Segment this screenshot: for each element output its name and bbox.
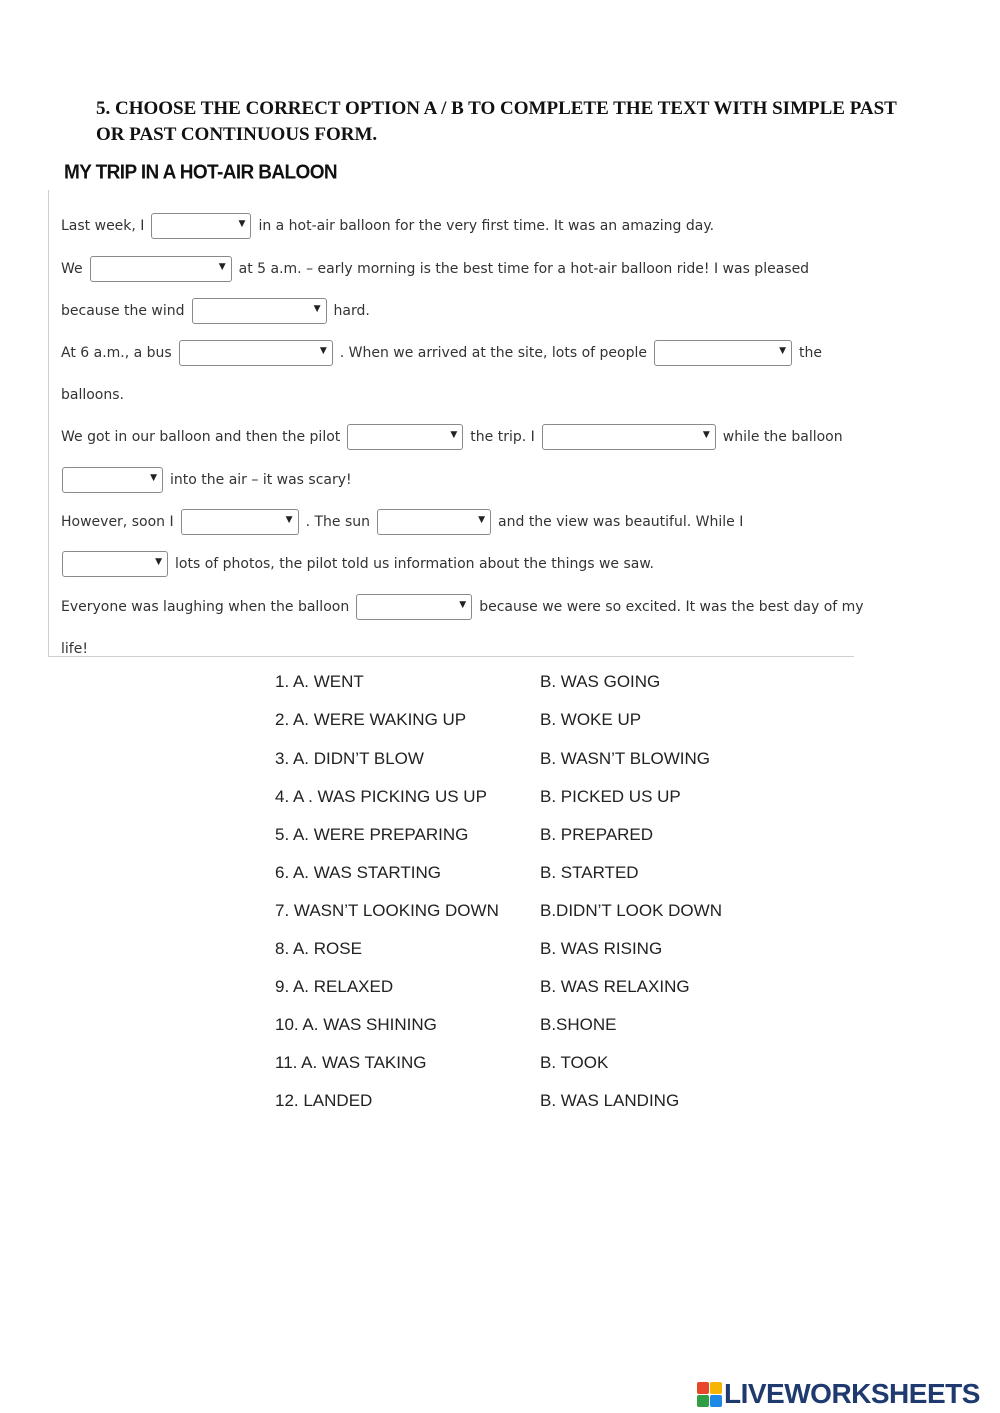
- story-text: and the view was beautiful. While I: [498, 514, 744, 530]
- story-text: However, soon I: [61, 514, 174, 530]
- option-a-1: 1. A. WENT: [275, 672, 364, 691]
- story-text: because the wind: [61, 303, 185, 319]
- story-line-4: [61, 338, 822, 368]
- story-text: the trip. I: [470, 429, 535, 445]
- story-text: in a hot-air balloon for the very first time. It was an amazing day.: [258, 218, 715, 234]
- story-text: the: [799, 345, 822, 361]
- option-b-1: B. WAS GOING: [540, 672, 661, 691]
- option-a-5: 5. A. WERE PREPARING: [275, 825, 469, 844]
- story-line-8: [61, 507, 743, 537]
- option-a-11: 11. A. WAS TAKING: [275, 1053, 427, 1072]
- option-b-10: B.SHONE: [540, 1015, 617, 1034]
- answer-dropdown-4[interactable]: [179, 340, 333, 366]
- option-b-3: B. WASN’T BLOWING: [540, 749, 711, 768]
- story-text: hard.: [333, 303, 370, 319]
- story-text: into the air – it was scary!: [170, 472, 352, 488]
- dropdown-arrow-icon: ▼: [459, 600, 467, 610]
- option-b-5: B. PREPARED: [540, 825, 654, 844]
- dropdown-arrow-icon: ▼: [150, 473, 157, 483]
- exercise-instruction: 5. CHOOSE THE CORRECT OPTION A / B TO COMPLETE THE TEXT WITH SIMPLE PAST OR PAST CONTINUOUS FORM.: [96, 98, 897, 145]
- option-a-7: 7. WASN’T LOOKING DOWN: [275, 901, 499, 920]
- story-text: . When we arrived at the site, lots of people: [339, 345, 647, 361]
- dropdown-arrow-icon: ▼: [238, 219, 246, 229]
- answer-dropdown-6[interactable]: [347, 424, 463, 450]
- option-a-9: 9. A. RELAXED: [275, 977, 394, 996]
- option-a-12: 12. LANDED: [275, 1091, 373, 1110]
- answer-dropdown-5[interactable]: [654, 340, 792, 366]
- story-text: while the balloon: [722, 429, 843, 445]
- story-line-1: [61, 211, 714, 241]
- story-line-3: [61, 296, 370, 326]
- logo-square: [697, 1395, 709, 1407]
- dropdown-arrow-icon: ▼: [478, 515, 486, 525]
- story-text: We: [61, 261, 83, 277]
- answer-dropdown-3[interactable]: [192, 298, 327, 324]
- answer-dropdown-12[interactable]: [356, 594, 472, 620]
- option-a-6: 6. A. WAS STARTING: [275, 863, 441, 882]
- option-a-10: 10. A. WAS SHINING: [275, 1015, 437, 1034]
- story-line-7: [55, 465, 352, 495]
- story-text: lots of photos, the pilot told us information about the things we saw.: [175, 556, 654, 572]
- story-line-10: [61, 592, 864, 622]
- option-b-9: B. WAS RELAXING: [540, 977, 690, 996]
- dropdown-arrow-icon: ▼: [319, 346, 327, 356]
- option-a-3: 3. A. DIDN’T BLOW: [275, 749, 424, 768]
- answer-dropdown-7[interactable]: [542, 424, 716, 450]
- logo-icon: [697, 1382, 722, 1407]
- option-b-11: B. TOOK: [540, 1053, 609, 1072]
- story-line-11: [61, 634, 88, 664]
- logo-square: [710, 1382, 722, 1394]
- answer-dropdown-10[interactable]: [377, 509, 491, 535]
- story-text: We got in our balloon and then the pilot: [61, 429, 341, 445]
- option-b-8: B. WAS RISING: [540, 939, 663, 958]
- story-line-5: [61, 380, 124, 410]
- story-line-9: [55, 549, 654, 579]
- option-a-8: 8. A. ROSE: [275, 939, 362, 958]
- story-line-6: [61, 422, 843, 452]
- story-line-2: [61, 254, 809, 284]
- logo-text: LIVEWORKSHEETS: [724, 1378, 980, 1409]
- answer-dropdown-2[interactable]: [90, 256, 232, 282]
- story-text: Last week, I: [61, 218, 145, 234]
- liveworksheets-logo[interactable]: [697, 1378, 980, 1410]
- dropdown-arrow-icon: ▼: [313, 304, 321, 314]
- answer-dropdown-11[interactable]: [62, 551, 168, 577]
- option-b-7: B.DIDN’T LOOK DOWN: [540, 901, 722, 920]
- logo-square: [710, 1395, 722, 1407]
- story-text: because we were so excited. It was the best day of my: [479, 599, 864, 615]
- dropdown-arrow-icon: ▼: [218, 262, 226, 272]
- option-b-6: B. STARTED: [540, 863, 639, 882]
- story-text: life!: [61, 641, 88, 657]
- answer-dropdown-9[interactable]: [181, 509, 299, 535]
- dropdown-arrow-icon: ▼: [702, 430, 710, 440]
- answer-dropdown-1[interactable]: [151, 213, 251, 239]
- option-b-2: B. WOKE UP: [540, 710, 642, 729]
- option-a-2: 2. A. WERE WAKING UP: [275, 710, 467, 729]
- story-text: Everyone was laughing when the balloon: [61, 599, 350, 615]
- option-a-4: 4. A . WAS PICKING US UP: [275, 787, 487, 806]
- story-text: At 6 a.m., a bus: [61, 345, 172, 361]
- dropdown-arrow-icon: ▼: [779, 346, 786, 356]
- dropdown-arrow-icon: ▼: [155, 557, 162, 567]
- option-b-12: B. WAS LANDING: [540, 1091, 680, 1110]
- dropdown-arrow-icon: ▼: [285, 515, 293, 525]
- option-b-4: B. PICKED US UP: [540, 787, 681, 806]
- story-text: at 5 a.m. – early morning is the best time for a hot-air balloon ride! I was pleased: [238, 261, 810, 277]
- story-text: . The sun: [305, 514, 371, 530]
- answer-dropdown-8[interactable]: [62, 467, 163, 493]
- logo-square: [697, 1382, 709, 1394]
- story-title: MY TRIP IN A HOT-AIR BALOON: [64, 161, 338, 184]
- story-text: balloons.: [61, 387, 124, 403]
- dropdown-arrow-icon: ▼: [450, 430, 458, 440]
